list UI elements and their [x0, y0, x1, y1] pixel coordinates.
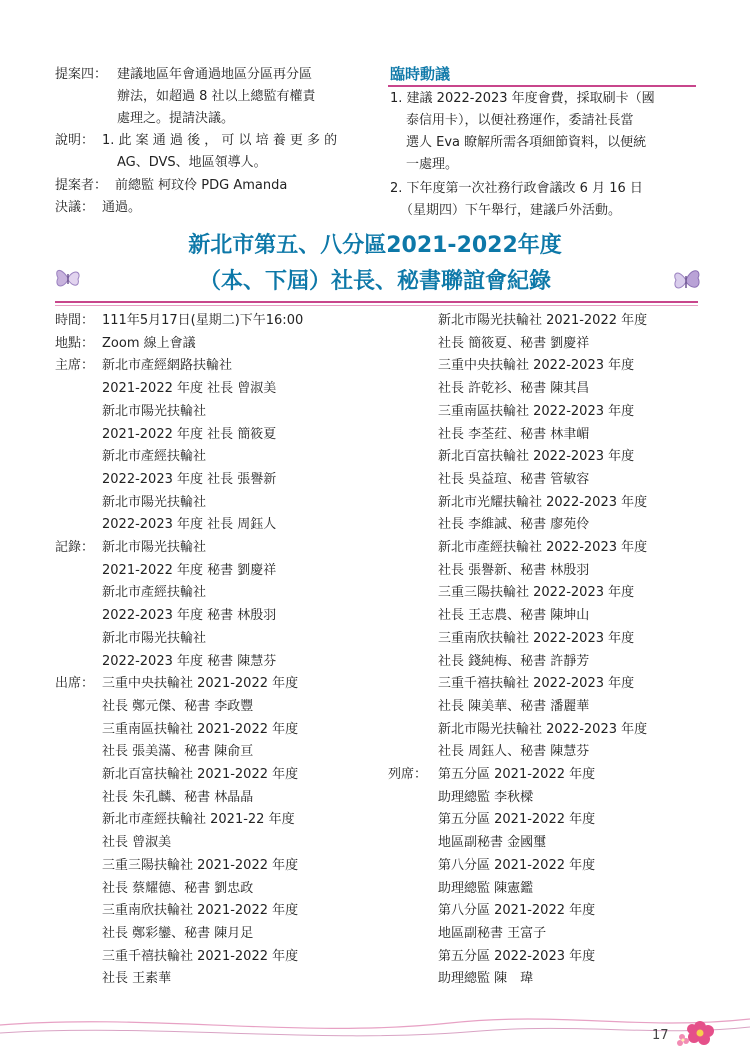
proposal-line: 辦法，如超過 8 社以上總監有權責	[117, 89, 316, 104]
explanation-line: 1. 此 案 通 過 後 ， 可 以 培 養 更 多 的	[102, 133, 338, 148]
proposer-text: 前總監 柯玟伶 PDG Amanda	[115, 178, 288, 193]
list-item: 三重千禧扶輪社 2021-2022 年度	[102, 948, 299, 964]
field-label: 地點：	[55, 335, 95, 351]
list-item: 新北市陽光扶輪社 2022-2023 年度	[438, 721, 648, 737]
list-item: 社長 蔡耀德、秘書 劉忠政	[102, 880, 254, 896]
list-item: 三重三陽扶輪社 2021-2022 年度	[102, 857, 299, 873]
list-item: 2021-2022 年度 社長 簡筱夏	[102, 426, 277, 442]
list-item: 三重南欣扶輪社 2021-2022 年度	[102, 903, 299, 919]
list-item: 新北百富扶輪社 2022-2023 年度	[438, 449, 635, 465]
list-item: 新北市陽光扶輪社	[102, 494, 207, 510]
list-item: 第五分區 2022-2023 年度	[438, 948, 596, 964]
butterfly-left-icon	[52, 262, 84, 298]
field-label: 列席：	[388, 767, 428, 782]
explanation-label: 說明：	[55, 133, 95, 148]
list-item: 社長 簡筱夏、秘書 劉慶祥	[438, 335, 590, 351]
list-item: 2022-2023 年度 社長 張譽新	[102, 471, 277, 487]
list-item: 111年5月17日(星期二)下午16:00	[102, 313, 304, 328]
list-item: 新北市陽光扶輪社	[102, 630, 207, 646]
list-item: 社長 錢純梅、秘書 許靜芳	[438, 653, 590, 669]
list-item: 新北市陽光扶輪社	[102, 403, 207, 419]
list-item: 新北市產經網路扶輪社	[102, 358, 233, 374]
proposal-line: 處理之。提請決議。	[117, 111, 235, 126]
proposal-label: 提案四：	[55, 67, 108, 82]
list-item: 第八分區 2021-2022 年度	[438, 857, 596, 873]
list-item: 新北市產經扶輪社	[102, 449, 207, 465]
list-item: 社長 李維誠、秘書 廖苑伶	[438, 517, 590, 533]
list-item: 三重南區扶輪社 2022-2023 年度	[438, 403, 635, 419]
adhoc-line: 泰信用卡），以便社務運作，委請社長當	[406, 113, 634, 128]
list-item: 新北市陽光扶輪社	[102, 540, 207, 555]
resolution-label: 決議：	[55, 200, 95, 215]
list-item: 社長 張譽新、秘書 林殷羽	[438, 562, 590, 578]
list-item: 三重中央扶輪社 2021-2022 年度	[102, 676, 299, 692]
list-item: 社長 陳美華、秘書 潘麗華	[438, 698, 590, 714]
list-item: 社長 王志農、秘書 陳坤山	[438, 608, 590, 624]
list-item: 助理總監 陳 瑋	[438, 971, 534, 987]
list-item: 三重三陽扶輪社 2022-2023 年度	[438, 585, 635, 601]
list-item: 三重南區扶輪社 2021-2022 年度	[102, 721, 299, 737]
resolution-text: 通過。	[102, 200, 142, 215]
list-item: 社長 李荃荭、秘書 林聿嵋	[438, 426, 590, 442]
adhoc-heading: 臨時動議	[390, 65, 451, 83]
list-item: 社長 王素華	[102, 971, 172, 987]
proposal-line: 建議地區年會通過地區分區再分區	[117, 67, 313, 82]
footer-wave	[0, 1005, 750, 1049]
list-item: 地區副秘書 金國璽	[438, 835, 547, 851]
list-item: 三重中央扶輪社 2022-2023 年度	[438, 358, 635, 374]
adhoc-line: （星期四）下午舉行，建議戶外活動。	[400, 203, 622, 218]
list-item: 社長 曾淑美	[102, 835, 172, 851]
list-item: 新北市陽光扶輪社 2021-2022 年度	[438, 313, 648, 328]
list-item: 2022-2023 年度 秘書 林殷羽	[102, 608, 277, 624]
list-item: 新北百富扶輪社 2021-2022 年度	[102, 767, 299, 782]
list-item: 2022-2023 年度 秘書 陳慧芬	[102, 653, 277, 669]
list-item: 第五分區 2021-2022 年度	[438, 812, 596, 828]
page-subtitle: （本、下屆）社長、秘書聯誼會紀錄	[198, 269, 551, 294]
list-item: 社長 許乾衫、秘書 陳其昌	[438, 381, 590, 397]
field-label: 主席：	[55, 358, 95, 374]
list-item: 社長 朱孔麟、秘書 林晶晶	[102, 789, 254, 805]
list-item: 地區副秘書 王富子	[438, 925, 547, 941]
list-item: 2022-2023 年度 社長 周鈺人	[102, 517, 277, 533]
list-item: 新北市光耀扶輪社 2022-2023 年度	[438, 494, 648, 510]
list-item: 新北市產經扶輪社 2021-22 年度	[102, 812, 295, 828]
list-item: 新北市產經扶輪社	[102, 585, 207, 601]
list-item: 社長 鄭彩鑾、秘書 陳月足	[102, 925, 254, 941]
flower-icon	[672, 1013, 722, 1053]
list-item: 社長 周鈺人、秘書 陳慧芬	[438, 744, 590, 760]
list-item: 社長 鄭元傑、秘書 李政豐	[102, 698, 254, 714]
field-label: 記錄：	[55, 540, 95, 555]
explanation-line: AG、DVS、地區領導人。	[117, 155, 267, 170]
adhoc-line: 選人 Eva 瞭解所需各項細節資料，以便統	[406, 135, 647, 150]
page-title: 新北市第五、八分區2021-2022年度	[188, 233, 562, 258]
list-item: 社長 吳益瑄、秘書 管敏容	[438, 471, 590, 487]
list-item: 第五分區 2021-2022 年度	[438, 767, 596, 782]
page-number: 17	[652, 1028, 669, 1043]
list-item: 2021-2022 年度 社長 曾淑美	[102, 381, 277, 397]
list-item: Zoom 線上會議	[102, 335, 196, 351]
list-item: 第八分區 2021-2022 年度	[438, 903, 596, 919]
heading-underline	[388, 85, 696, 87]
proposer-label: 提案者：	[55, 178, 108, 193]
adhoc-line: 1. 建議 2022-2023 年度會費，採取刷卡（國	[390, 91, 655, 106]
list-item: 助理總監 陳憲鑑	[438, 880, 534, 896]
title-divider-thin	[55, 305, 698, 306]
field-label: 時間：	[55, 313, 95, 328]
list-item: 三重南欣扶輪社 2022-2023 年度	[438, 630, 635, 646]
list-item: 2021-2022 年度 秘書 劉慶祥	[102, 562, 277, 578]
adhoc-line: 一處理。	[406, 157, 459, 172]
list-item: 三重千禧扶輪社 2022-2023 年度	[438, 676, 635, 692]
list-item: 新北市產經扶輪社 2022-2023 年度	[438, 540, 648, 555]
butterfly-right-icon	[672, 262, 702, 300]
adhoc-line: 2. 下年度第一次社務行政會議改 6 月 16 日	[390, 181, 643, 196]
list-item: 助理總監 李秋樑	[438, 789, 534, 805]
list-item: 社長 張美滿、秘書 陳俞亘	[102, 744, 254, 760]
title-divider	[55, 301, 698, 303]
field-label: 出席：	[55, 676, 95, 692]
